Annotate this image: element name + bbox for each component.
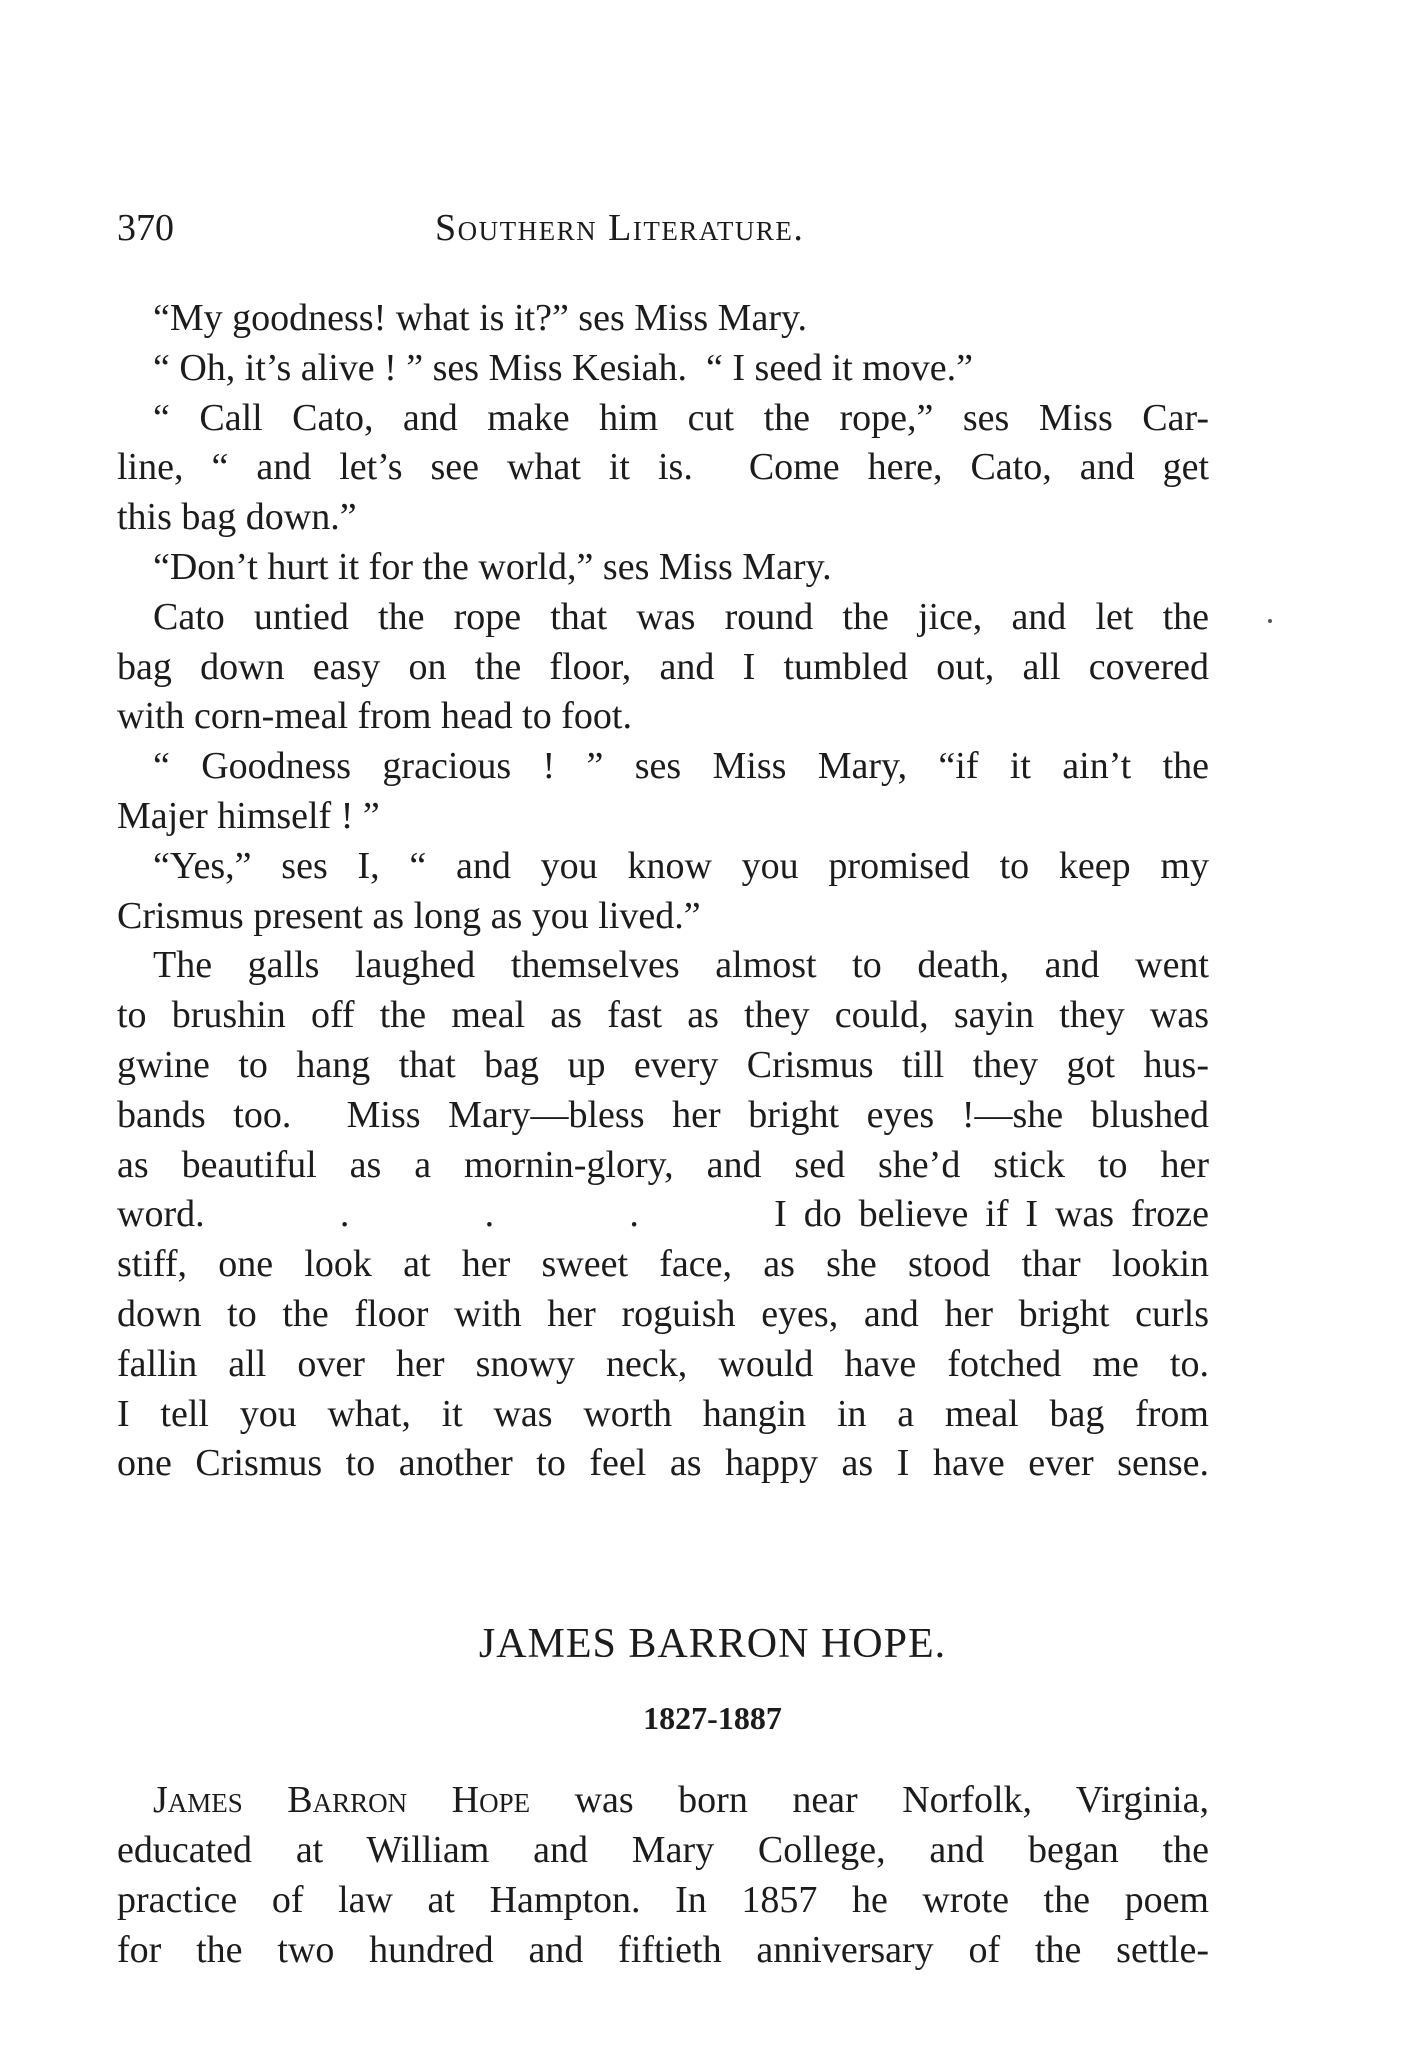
stray-mark — [1268, 619, 1272, 623]
line-text: down to the floor with her roguish eyes, and her bright curls — [117, 1293, 1209, 1335]
section-heading: JAMES BARRON HOPE. — [478, 1621, 947, 1667]
line-text: line, “ and let’s see what it is. Come here, Cato, and get — [117, 446, 1209, 489]
text-line — [117, 1239, 1209, 1289]
text-line — [117, 1775, 1209, 1825]
line-text: “ Call Cato, and make him cut the rope,” ses Miss Car- — [153, 396, 1209, 439]
line-text: practice of law at Hampton. In 1857 he wrote the poem — [117, 1879, 1209, 1921]
running-head — [117, 206, 1217, 256]
text-line — [117, 1090, 1209, 1140]
line-text: Majer himself ! ” — [117, 795, 380, 837]
line-text: “ Oh, it’s alive ! ” ses Miss Kesiah. “ I seed it move.” — [153, 346, 973, 389]
text-line — [117, 691, 1209, 741]
page-number: 370 — [117, 207, 174, 249]
line-text: stiff, one look at her sweet face, as she stood thar lookin — [117, 1243, 1209, 1286]
text-line — [117, 592, 1209, 642]
text-line — [117, 1389, 1209, 1439]
line-text: “Yes,” ses I, “ and you know you promised to keep my — [153, 844, 1209, 887]
line-text: was born near Norfolk, Virginia, — [530, 1779, 1209, 1821]
life-dates: 1827-1887 — [643, 1700, 782, 1736]
text-line — [117, 1140, 1209, 1190]
line-text: “Don’t hurt it for the world,” ses Miss Mary. — [153, 546, 832, 588]
text-line — [117, 492, 1209, 542]
text-line — [117, 1438, 1209, 1488]
text-line — [117, 1925, 1209, 1975]
text-line — [117, 1339, 1209, 1389]
line-text: with corn-meal from head to foot. — [117, 695, 632, 738]
running-title: Southern Literature. — [435, 207, 805, 249]
text-line — [117, 343, 1209, 393]
lead-name: James Barron Hope — [153, 1779, 531, 1821]
text-line — [117, 542, 1209, 592]
line-text: bands too. Miss Mary—bless her bright eyes !—she blushed — [117, 1093, 1209, 1136]
text-line — [117, 442, 1209, 492]
line-text: Cato untied the rope that was round the jice, and let the — [153, 595, 1209, 638]
line-text: as beautiful as a mornin-glory, and sed she’d stick to her — [117, 1143, 1209, 1186]
line-text: word. . . . I do believe if I was froze — [117, 1193, 1209, 1236]
line-text: this bag down.” — [117, 496, 357, 539]
text-line — [117, 1189, 1209, 1239]
line-text: for the two hundred and fiftieth anniversary of the settle- — [117, 1929, 1209, 1971]
line-text: fallin all over her snowy neck, would have fotched me to. — [117, 1342, 1209, 1385]
text-line — [117, 940, 1209, 990]
line-text: The galls laughed themselves almost to death, and went — [153, 944, 1209, 987]
line-text: “My goodness! what is it?” ses Miss Mary. — [153, 297, 808, 339]
text-line — [117, 1040, 1209, 1090]
line-text: to brushin off the meal as fast as they could, sayin they was — [117, 994, 1209, 1037]
line-text: educated at William and Mary College, and began the — [117, 1829, 1209, 1871]
text-line — [117, 1825, 1209, 1875]
text-line — [117, 1875, 1209, 1925]
text-line — [117, 741, 1209, 791]
text-line — [117, 393, 1209, 443]
text-line — [117, 990, 1209, 1040]
text-line — [117, 841, 1209, 891]
line-text: gwine to hang that bag up every Crismus till they got hus- — [117, 1044, 1209, 1086]
text-line — [117, 891, 1209, 941]
line-text: one Crismus to another to feel as happy as I have ever sense. — [117, 1442, 1209, 1485]
text-line — [117, 293, 1209, 343]
text-line — [117, 791, 1209, 841]
text-line — [117, 642, 1209, 692]
line-text: “ Goodness gracious ! ” ses Miss Mary, “if it ain’t the — [153, 745, 1209, 788]
line-text: bag down easy on the floor, and I tumbled out, all covered — [117, 645, 1209, 688]
line-text: Crismus present as long as you lived.” — [117, 894, 701, 937]
line-text: I tell you what, it was worth hangin in a meal bag from — [117, 1392, 1209, 1435]
text-line — [117, 1289, 1209, 1339]
